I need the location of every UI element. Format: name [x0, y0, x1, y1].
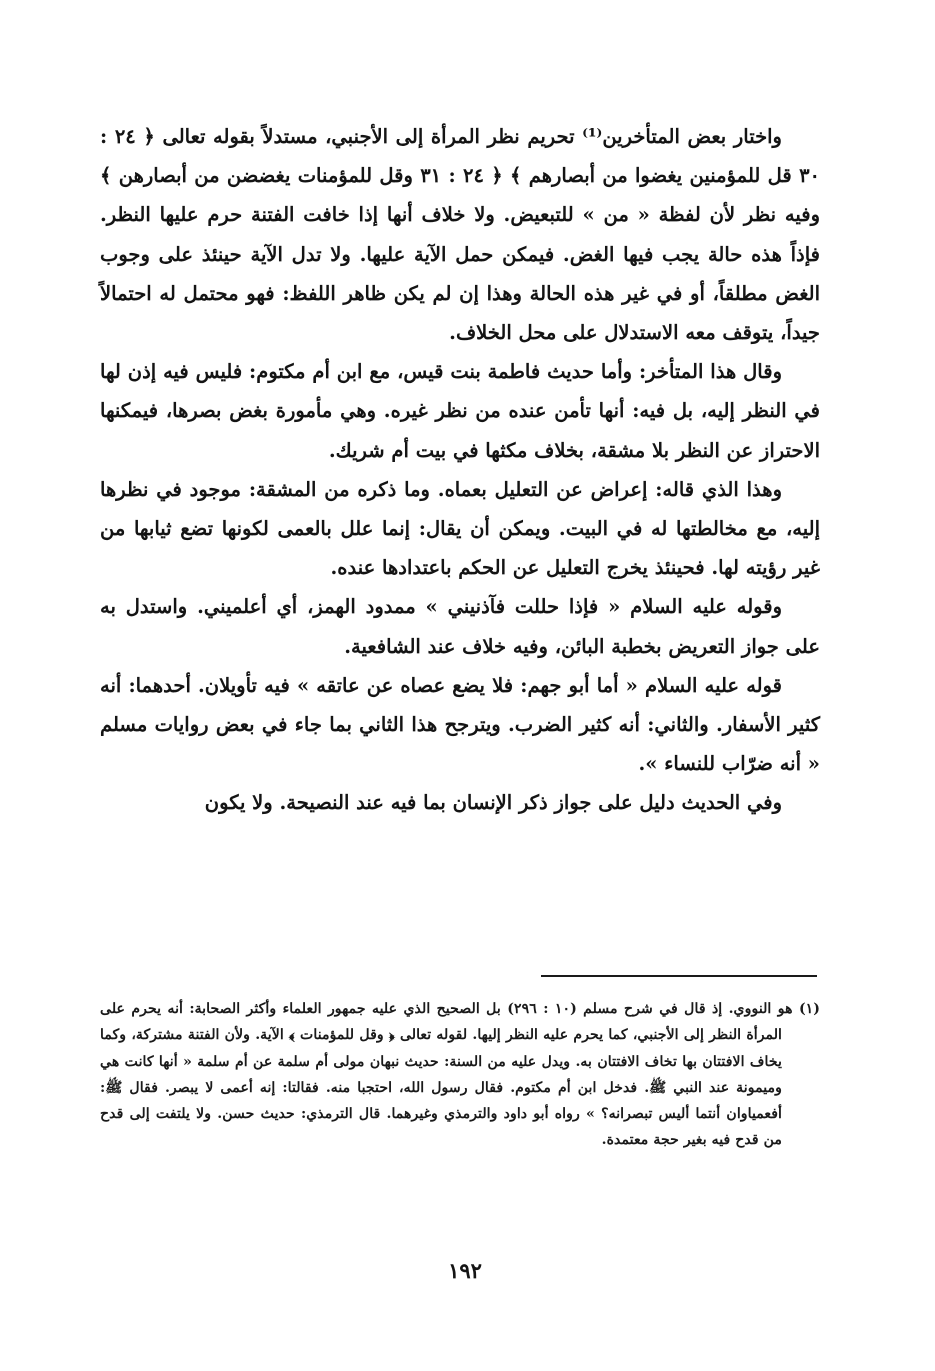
paragraph-1: واختار بعض المتأخرين⁽¹⁾ تحريم نظر المرأة إلى الأجنبي، مستدلاً بقوله تعالى ﴿ ٢٤ : ٣٠ قل للمؤمنين يغضوا من أبصارهم ﴾ ﴿ ٢٤ : ٣١ وقل للمؤمنات يغضضن من أبصارهن ﴾ وفيه نظر لأن لفظة « من » للتبعيض. ولا خلاف أنها إذا خافت الفتنة حرم عليها النظر. فإذاً هذه حالة يجب فيها الغض. فيمكن حمل الآية عليها. ولا تدل الآية حينئذ على وجوب الغض مطلقاً، أو في غير هذه الحالة وهذا إن لم يكن ظاهر اللفظ: فهو محتمل له احتمالاً جيداً، يتوقف معه الاستدلال على محل الخلاف.: [100, 125, 821, 345]
footnote-1: (١) هو النووي. إذ قال في شرح مسلم (١٠ : ٢٩٦) بل الصحيح الذي عليه جمهور العلماء وأكثر الصحابة: أنه يحرم على المرأة النظر إلى الأجنبي، كما يحرم عليه النظر إليها. لقوله تعالى ﴿ وقل للمؤمنات ﴾ الآية. ولأن الفتنة مشتركة، وكما يخاف الافتتان بها تخاف الافتتان به. ويدل عليه من السنة: حديث نبهان مولى أم سلمة عن أم سلمة « أنها كانت هي وميمونة عند النبي ﷺ. فدخل ابن أم مكتوم. فقال رسول الله، احتجبا منه. فقالتا: إنه أعمى لا يبصر. فقال ﷺ: أفعمياوان أنتما أليس تبصرانه؟ » رواه أبو داود والترمذي وغيرهما. قال الترمذي: حديث حسن. ولا يلتفت إلى قدح من قدح فيه بغير حجة معتمدة.: [100, 1001, 820, 1149]
paragraph-5: قوله عليه السلام « أما أبو جهم: فلا يضع عصاه عن عاتقه » فيه تأويلان. أحدهما: أنه كثير الأسفار. والثاني: أنه كثير الضرب. ويترجح هذا الثاني بما جاء في بعض روايات مسلم « أنه ضرّاب للنساء ».: [100, 673, 820, 776]
page-number: ١٩٢: [448, 1258, 482, 1283]
paragraph-3: وهذا الذي قاله: إعراض عن التعليل بعماه. وما ذكره من المشقة: موجود في نظرها إليه، مع مخالطتها له في البيت. ويمكن أن يقال: إنما علل بالعمى لكونها تضع ثيابها من غير رؤيته لها. فحينئذ يخرج التعليل عن الحكم باعتدادها عنده.: [100, 477, 820, 580]
paragraph-6: وفي الحديث دليل على جواز ذكر الإنسان بما فيه عند النصيحة. ولا يكون: [204, 791, 782, 815]
footnotes-section: [100, 996, 820, 1154]
footnote-separator: [541, 975, 817, 977]
main-text-body: [100, 117, 820, 823]
paragraph-2: وقال هذا المتأخر: وأما حديث فاطمة بنت قيس، مع ابن أم مكتوم: فليس فيه إذن لها في النظر إليه، بل فيه: أنها تأمن عنده من نظر غيره. وهي مأمورة بغض بصرها، فيمكنها الاحتراز عن النظر بلا مشقة، بخلاف مكثها في بيت أم شريك.: [100, 360, 820, 462]
paragraph-4: وقوله عليه السلام « فإذا حللت فآذنيني » ممدود الهمز، أي أعلميني. واستدل به على جواز التعريض بخطبة البائن، وفيه خلاف عند الشافعية.: [100, 595, 820, 658]
